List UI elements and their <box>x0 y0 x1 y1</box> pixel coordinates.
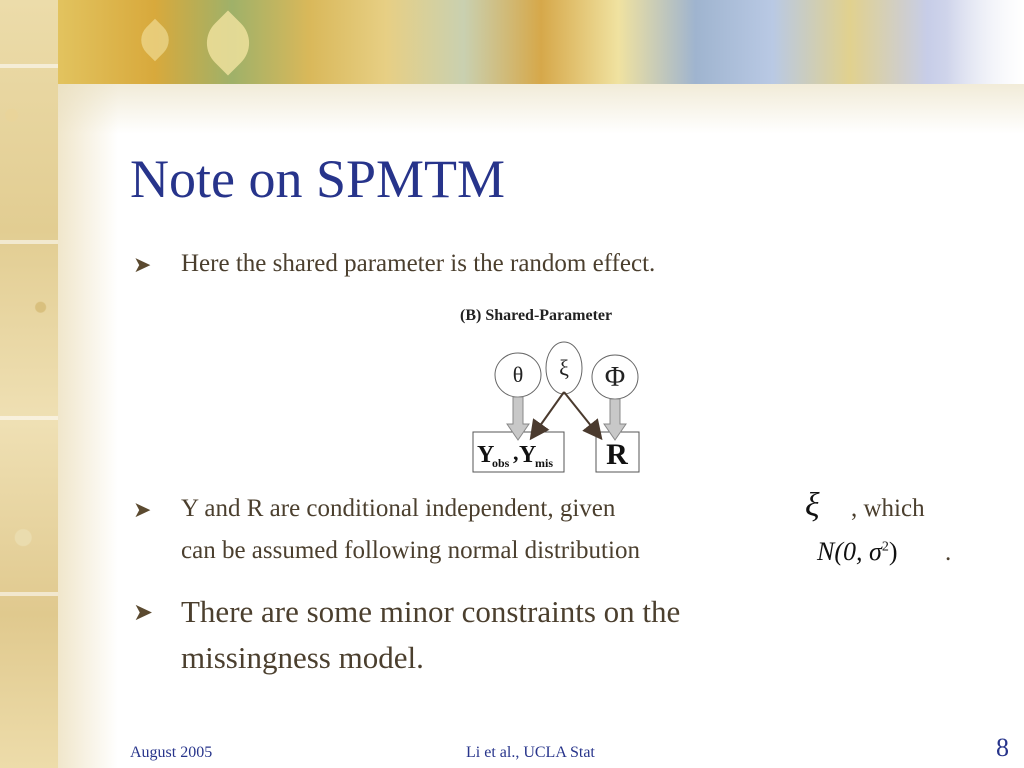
normal-formula-close: ) <box>888 537 898 566</box>
bullet-3-line-2: missingness model. <box>181 640 424 675</box>
theta-label: θ <box>512 362 524 387</box>
r-label: R <box>606 438 628 471</box>
bullet-2-line-1: Y and R are conditional independent, given <box>181 495 616 522</box>
y-obs-subscript: obs <box>492 456 510 470</box>
xi-label: ξ <box>559 355 569 380</box>
xi-to-y-arrow <box>532 392 564 437</box>
top-decorative-banner <box>58 0 1024 84</box>
normal-formula-exponent: 2 <box>881 539 889 555</box>
y-separator-comma: , <box>513 440 519 465</box>
normal-formula-body: N(0, σ <box>817 537 882 566</box>
banner-fade <box>58 84 1024 134</box>
diagram-caption: (B) Shared-Parameter <box>460 307 613 324</box>
diagram-graph <box>460 300 680 480</box>
slide-title: Note on SPMTM <box>130 149 506 209</box>
footer-date: August 2005 <box>130 744 213 761</box>
bullet-3-line-1: There are some minor constraints on the <box>181 594 681 629</box>
bullet-2-line-2: can be assumed following normal distribution <box>181 537 640 564</box>
shared-parameter-diagram <box>460 300 680 480</box>
normal-distribution-formula <box>817 537 898 567</box>
sentence-period: . <box>945 539 952 566</box>
arrowhead-bullet-icon: ➤ <box>133 252 152 277</box>
bullet-2-line-1-tail: , which <box>851 495 925 522</box>
arrowhead-bullet-icon: ➤ <box>133 497 152 522</box>
footer-author: Li et al., UCLA Stat <box>466 744 595 761</box>
y-obs-label: Y <box>477 442 495 468</box>
y-mis-label: Y <box>519 442 537 468</box>
xi-to-r-arrow <box>564 392 600 437</box>
arrowhead-bullet-icon: ➤ <box>133 600 154 626</box>
page-number: 8 <box>996 733 1009 762</box>
phi-label: Φ <box>604 362 626 393</box>
y-mis-subscript: mis <box>535 456 553 470</box>
left-decorative-strip <box>0 0 58 768</box>
bullet-1-text: Here the shared parameter is the random effect. <box>181 250 656 277</box>
xi-symbol: ξ <box>805 487 820 524</box>
